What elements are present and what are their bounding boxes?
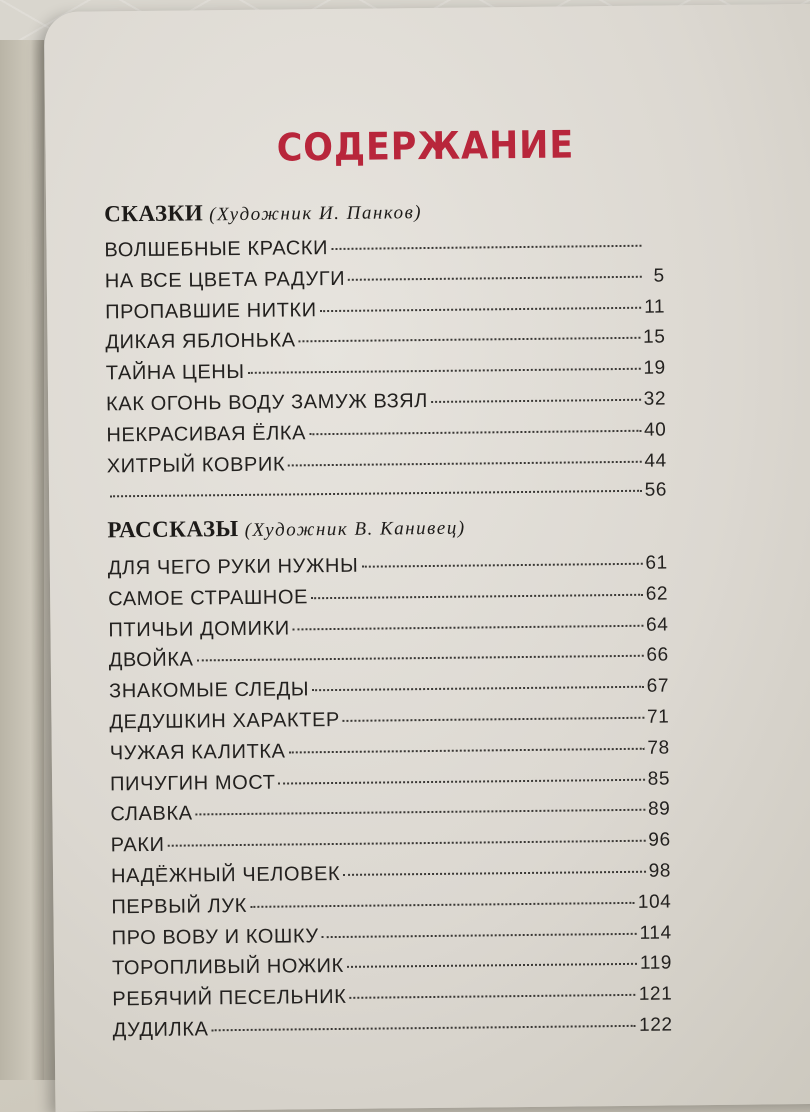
dot-leader <box>349 994 635 999</box>
section-heading-stories <box>107 514 465 544</box>
entry-page-number: 66 <box>646 645 669 667</box>
entry-title: РАКИ <box>111 834 165 858</box>
entry-page-number: 64 <box>646 614 669 636</box>
section-heading-tales <box>104 198 422 227</box>
entry-title: НЕКРАСИВАЯ ЁЛКА <box>106 422 306 447</box>
entry-title: ДВОЙКА <box>109 649 194 673</box>
dot-leader <box>311 594 643 599</box>
toc-list-stories <box>108 551 673 1050</box>
entry-page-number: 96 <box>648 830 671 852</box>
entry-title: ПРОПАВШИЕ НИТКИ <box>105 299 317 324</box>
book-page <box>44 4 810 1112</box>
entry-title: НА ВСЕ ЦВЕТА РАДУГИ <box>105 268 346 294</box>
section-name: РАССКАЗЫ <box>107 516 238 542</box>
dot-leader <box>320 306 642 311</box>
section-credit: (Художник И. Панков) <box>209 202 422 225</box>
entry-page-number: 122 <box>639 1014 673 1036</box>
dot-leader <box>312 686 644 691</box>
dot-leader <box>309 430 641 435</box>
dot-leader <box>361 563 642 568</box>
entry-title: ДЛЯ ЧЕГО РУКИ НУЖНЫ <box>108 555 359 581</box>
page-title: СОДЕРЖАНИЕ <box>76 120 776 171</box>
entry-page-number: 15 <box>643 327 666 349</box>
entry-title: ВОЛШЕБНЫЕ КРАСКИ <box>104 237 328 262</box>
dot-leader <box>278 778 644 784</box>
entry-title: НАДЁЖНЫЙ ЧЕЛОВЕК <box>111 863 340 888</box>
dot-leader <box>288 460 641 466</box>
dot-leader <box>299 337 641 343</box>
dot-leader <box>211 1025 636 1031</box>
entry-title: САМОЕ СТРАШНОЕ <box>108 586 308 611</box>
section-credit: (Художник В. Канивец) <box>245 518 466 541</box>
toc-entry <box>113 1013 673 1050</box>
adjacent-page-edge <box>0 40 44 1080</box>
dot-leader <box>293 624 643 630</box>
entry-page-number: 67 <box>647 676 670 698</box>
entry-page-number: 5 <box>645 265 665 287</box>
entry-page-number: 44 <box>644 450 667 472</box>
dot-leader <box>322 932 637 937</box>
entry-title: ПРО ВОВУ И КОШКУ <box>112 925 319 950</box>
dot-leader <box>110 490 642 498</box>
section-name: СКАЗКИ <box>104 200 203 226</box>
entry-page-number: 119 <box>640 953 672 975</box>
entry-title: ДИКАЯ ЯБЛОНЬКА <box>105 330 295 355</box>
entry-page-number: 61 <box>645 552 668 574</box>
dot-leader <box>196 809 645 816</box>
entry-page-number: 19 <box>643 358 666 380</box>
entry-page-number: 62 <box>646 583 669 605</box>
dot-leader <box>168 840 646 847</box>
toc-list-tales <box>104 234 667 517</box>
entry-title: ЧУЖАЯ КАЛИТКА <box>110 740 286 765</box>
entry-title: ПЕРВЫЙ ЛУК <box>111 895 247 919</box>
dot-leader <box>343 717 644 722</box>
dot-leader <box>347 963 637 968</box>
entry-title: ПИЧУГИН МОСТ <box>110 771 276 796</box>
entry-title: ДУДИЛКА <box>113 1018 209 1042</box>
entry-page-number: 98 <box>649 860 672 882</box>
dot-leader <box>431 399 641 403</box>
entry-page-number: 114 <box>639 922 671 944</box>
entry-title: СЛАВКА <box>110 803 192 827</box>
entry-title: ПТИЧЬИ ДОМИКИ <box>108 617 290 642</box>
entry-page-number: 40 <box>644 419 667 441</box>
toc-entry <box>107 480 667 517</box>
entry-page-number: 89 <box>648 799 671 821</box>
dot-leader <box>289 748 645 754</box>
entry-title: ЗНАКОМЫЕ СЛЕДЫ <box>109 678 309 703</box>
entry-title: РЕБЯЧИЙ ПЕСЕЛЬНИК <box>112 986 346 1011</box>
entry-title: ДЕДУШКИН ХАРАКТЕР <box>109 709 340 734</box>
entry-page-number: 78 <box>647 737 670 759</box>
entry-page-number: 71 <box>647 706 670 728</box>
entry-title: ТОРОПЛИВЫЙ НОЖИК <box>112 955 344 980</box>
dot-leader <box>197 655 644 662</box>
entry-page-number: 11 <box>644 296 665 318</box>
entry-title: ХИТРЫЙ КОВРИК <box>107 453 286 478</box>
entry-page-number: 56 <box>645 480 668 502</box>
dot-leader <box>248 368 641 374</box>
entry-page-number: 104 <box>638 891 672 913</box>
dot-leader <box>250 902 635 908</box>
entry-page-number: 121 <box>639 984 673 1006</box>
entry-title: КАК ОГОНЬ ВОДУ ЗАМУЖ ВЗЯЛ <box>106 390 428 416</box>
entry-page-number: 32 <box>644 388 667 410</box>
dot-leader <box>343 871 645 876</box>
entry-page-number: 85 <box>648 768 671 790</box>
dot-leader <box>331 245 641 250</box>
entry-title: ТАЙНА ЦЕНЫ <box>106 361 245 385</box>
dot-leader <box>348 276 642 281</box>
